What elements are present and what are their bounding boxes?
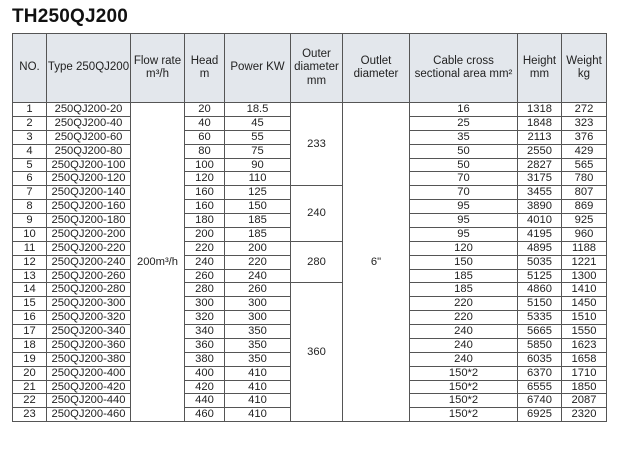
cell-cable: 150*2 xyxy=(410,380,518,394)
cell-head: 220 xyxy=(185,241,225,255)
cell-weight: 2320 xyxy=(562,408,607,422)
cell-head: 260 xyxy=(185,269,225,283)
header-weight: Weight kg xyxy=(562,34,607,103)
cell-type: 250QJ200-400 xyxy=(47,366,131,380)
cell-type: 250QJ200-380 xyxy=(47,352,131,366)
header-no: NO. xyxy=(13,34,47,103)
header-row xyxy=(13,34,607,103)
cell-weight: 272 xyxy=(562,103,607,117)
cell-no: 11 xyxy=(13,241,47,255)
cell-weight: 2087 xyxy=(562,394,607,408)
cell-no: 19 xyxy=(13,352,47,366)
cell-power: 185 xyxy=(225,214,291,228)
cell-type: 250QJ200-320 xyxy=(47,311,131,325)
cell-head: 420 xyxy=(185,380,225,394)
table-row xyxy=(13,103,607,117)
cell-height: 5850 xyxy=(518,338,562,352)
cell-height: 6740 xyxy=(518,394,562,408)
cell-no: 9 xyxy=(13,214,47,228)
cell-no: 14 xyxy=(13,283,47,297)
cell-no: 15 xyxy=(13,297,47,311)
cell-type: 250QJ200-220 xyxy=(47,241,131,255)
cell-power: 410 xyxy=(225,408,291,422)
cell-type: 250QJ200-100 xyxy=(47,158,131,172)
cell-height: 6925 xyxy=(518,408,562,422)
header-type: Type 250QJ200 xyxy=(47,34,131,103)
cell-no: 10 xyxy=(13,227,47,241)
cell-cable: 35 xyxy=(410,130,518,144)
cell-type: 250QJ200-140 xyxy=(47,186,131,200)
cell-height: 2827 xyxy=(518,158,562,172)
cell-no: 3 xyxy=(13,130,47,144)
cell-cable: 95 xyxy=(410,200,518,214)
cell-head: 200 xyxy=(185,227,225,241)
cell-height: 6370 xyxy=(518,366,562,380)
cell-weight: 323 xyxy=(562,116,607,130)
cell-no: 5 xyxy=(13,158,47,172)
cell-height: 3455 xyxy=(518,186,562,200)
cell-weight: 1410 xyxy=(562,283,607,297)
cell-cable: 50 xyxy=(410,158,518,172)
cell-power: 200 xyxy=(225,241,291,255)
header-cable-area: Cable cross sectional area mm² xyxy=(410,34,518,103)
cell-cable: 240 xyxy=(410,352,518,366)
cell-head: 320 xyxy=(185,311,225,325)
cell-no: 21 xyxy=(13,380,47,394)
cell-type: 250QJ200-300 xyxy=(47,297,131,311)
cell-type: 250QJ200-460 xyxy=(47,408,131,422)
cell-cable: 185 xyxy=(410,269,518,283)
cell-type: 250QJ200-120 xyxy=(47,172,131,186)
cell-type: 250QJ200-260 xyxy=(47,269,131,283)
cell-weight: 780 xyxy=(562,172,607,186)
cell-no: 12 xyxy=(13,255,47,269)
cell-power: 350 xyxy=(225,325,291,339)
cell-no: 23 xyxy=(13,408,47,422)
cell-head: 120 xyxy=(185,172,225,186)
cell-weight: 429 xyxy=(562,144,607,158)
cell-cable: 50 xyxy=(410,144,518,158)
cell-power: 410 xyxy=(225,366,291,380)
cell-cable: 95 xyxy=(410,214,518,228)
cell-cable: 150*2 xyxy=(410,366,518,380)
cell-cable: 220 xyxy=(410,297,518,311)
cell-weight: 960 xyxy=(562,227,607,241)
cell-power: 350 xyxy=(225,352,291,366)
cell-head: 180 xyxy=(185,214,225,228)
cell-height: 5125 xyxy=(518,269,562,283)
cell-height: 5665 xyxy=(518,325,562,339)
cell-power: 150 xyxy=(225,200,291,214)
cell-power: 90 xyxy=(225,158,291,172)
table-row xyxy=(13,186,607,200)
cell-height: 4895 xyxy=(518,241,562,255)
header-outer-diameter: Outer diameter mm xyxy=(291,34,343,103)
cell-height: 1848 xyxy=(518,116,562,130)
cell-cable: 70 xyxy=(410,186,518,200)
cell-cable: 220 xyxy=(410,311,518,325)
cell-power: 240 xyxy=(225,269,291,283)
cell-head: 440 xyxy=(185,394,225,408)
cell-type: 250QJ200-200 xyxy=(47,227,131,241)
cell-height: 4010 xyxy=(518,214,562,228)
cell-head: 280 xyxy=(185,283,225,297)
cell-cable: 70 xyxy=(410,172,518,186)
cell-cable: 240 xyxy=(410,338,518,352)
cell-height: 3175 xyxy=(518,172,562,186)
cell-head: 380 xyxy=(185,352,225,366)
cell-power: 300 xyxy=(225,311,291,325)
cell-power: 410 xyxy=(225,394,291,408)
cell-no: 7 xyxy=(13,186,47,200)
cell-head: 20 xyxy=(185,103,225,117)
cell-type: 250QJ200-40 xyxy=(47,116,131,130)
cell-weight: 869 xyxy=(562,200,607,214)
cell-no: 2 xyxy=(13,116,47,130)
cell-weight: 1850 xyxy=(562,380,607,394)
cell-head: 400 xyxy=(185,366,225,380)
cell-type: 250QJ200-340 xyxy=(47,325,131,339)
cell-no: 6 xyxy=(13,172,47,186)
cell-height: 6035 xyxy=(518,352,562,366)
cell-type: 250QJ200-80 xyxy=(47,144,131,158)
cell-flow-rate: 200m³/h xyxy=(131,103,185,422)
cell-no: 17 xyxy=(13,325,47,339)
cell-cable: 120 xyxy=(410,241,518,255)
cell-type: 250QJ200-20 xyxy=(47,103,131,117)
cell-type: 250QJ200-360 xyxy=(47,338,131,352)
cell-power: 300 xyxy=(225,297,291,311)
cell-type: 250QJ200-240 xyxy=(47,255,131,269)
cell-cable: 25 xyxy=(410,116,518,130)
cell-weight: 1510 xyxy=(562,311,607,325)
cell-head: 340 xyxy=(185,325,225,339)
cell-weight: 1550 xyxy=(562,325,607,339)
cell-head: 160 xyxy=(185,186,225,200)
cell-weight: 1300 xyxy=(562,269,607,283)
cell-no: 20 xyxy=(13,366,47,380)
cell-head: 460 xyxy=(185,408,225,422)
cell-no: 16 xyxy=(13,311,47,325)
table-row xyxy=(13,241,607,255)
cell-head: 160 xyxy=(185,200,225,214)
cell-outer-diameter: 360 xyxy=(291,283,343,422)
cell-weight: 1623 xyxy=(562,338,607,352)
cell-cable: 95 xyxy=(410,227,518,241)
cell-cable: 185 xyxy=(410,283,518,297)
cell-power: 75 xyxy=(225,144,291,158)
cell-height: 6555 xyxy=(518,380,562,394)
cell-power: 260 xyxy=(225,283,291,297)
cell-power: 55 xyxy=(225,130,291,144)
cell-height: 2113 xyxy=(518,130,562,144)
cell-no: 18 xyxy=(13,338,47,352)
cell-head: 360 xyxy=(185,338,225,352)
cell-type: 250QJ200-60 xyxy=(47,130,131,144)
cell-head: 60 xyxy=(185,130,225,144)
cell-power: 125 xyxy=(225,186,291,200)
cell-weight: 565 xyxy=(562,158,607,172)
page-title: TH250QJ200 xyxy=(12,6,129,27)
cell-height: 2550 xyxy=(518,144,562,158)
spec-table xyxy=(12,33,607,422)
cell-height: 5035 xyxy=(518,255,562,269)
cell-outer-diameter: 280 xyxy=(291,241,343,283)
cell-cable: 150 xyxy=(410,255,518,269)
header-head: Head m xyxy=(185,34,225,103)
header-outlet-diameter: Outlet diameter xyxy=(343,34,410,103)
cell-type: 250QJ200-160 xyxy=(47,200,131,214)
cell-outer-diameter: 233 xyxy=(291,103,343,186)
table-row xyxy=(13,283,607,297)
cell-power: 410 xyxy=(225,380,291,394)
cell-weight: 1658 xyxy=(562,352,607,366)
cell-type: 250QJ200-280 xyxy=(47,283,131,297)
cell-height: 3890 xyxy=(518,200,562,214)
cell-cable: 16 xyxy=(410,103,518,117)
cell-no: 13 xyxy=(13,269,47,283)
cell-power: 18.5 xyxy=(225,103,291,117)
cell-height: 5335 xyxy=(518,311,562,325)
header-height: Height mm xyxy=(518,34,562,103)
cell-weight: 1221 xyxy=(562,255,607,269)
header-flow-rate: Flow rate m³/h xyxy=(131,34,185,103)
cell-outlet-diameter: 6" xyxy=(343,103,410,422)
cell-height: 4195 xyxy=(518,227,562,241)
cell-no: 1 xyxy=(13,103,47,117)
cell-weight: 807 xyxy=(562,186,607,200)
cell-weight: 1188 xyxy=(562,241,607,255)
cell-cable: 150*2 xyxy=(410,394,518,408)
cell-cable: 240 xyxy=(410,325,518,339)
cell-no: 8 xyxy=(13,200,47,214)
cell-head: 100 xyxy=(185,158,225,172)
cell-outer-diameter: 240 xyxy=(291,186,343,242)
cell-weight: 1450 xyxy=(562,297,607,311)
cell-height: 1318 xyxy=(518,103,562,117)
cell-height: 5150 xyxy=(518,297,562,311)
header-power: Power KW xyxy=(225,34,291,103)
cell-height: 4860 xyxy=(518,283,562,297)
cell-head: 80 xyxy=(185,144,225,158)
cell-power: 220 xyxy=(225,255,291,269)
table-body xyxy=(13,103,607,422)
cell-no: 4 xyxy=(13,144,47,158)
cell-type: 250QJ200-440 xyxy=(47,394,131,408)
cell-head: 240 xyxy=(185,255,225,269)
cell-power: 45 xyxy=(225,116,291,130)
cell-power: 110 xyxy=(225,172,291,186)
cell-type: 250QJ200-180 xyxy=(47,214,131,228)
cell-power: 350 xyxy=(225,338,291,352)
cell-weight: 925 xyxy=(562,214,607,228)
cell-cable: 150*2 xyxy=(410,408,518,422)
cell-no: 22 xyxy=(13,394,47,408)
cell-weight: 376 xyxy=(562,130,607,144)
cell-power: 185 xyxy=(225,227,291,241)
cell-head: 40 xyxy=(185,116,225,130)
cell-head: 300 xyxy=(185,297,225,311)
cell-weight: 1710 xyxy=(562,366,607,380)
cell-type: 250QJ200-420 xyxy=(47,380,131,394)
